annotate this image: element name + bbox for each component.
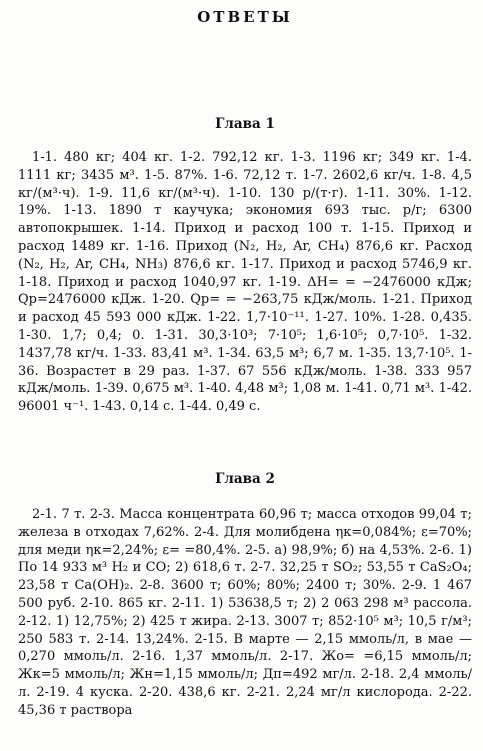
chapter-2-title: Глава 2	[215, 471, 275, 487]
chapter-1-answers: 1-1. 480 кг; 404 кг. 1-2. 792,12 кг. 1-3. 1196 кг; 349 кг. 1-4. 1111 кг; 3435 м³. 1-5. 87%. 1-6. 72,12 т. 1-7. 2602,6 кг/ч. 1-8. 4,5 кг/(м³·ч). 1-9. 11,6 кг/(м³·ч). 1-10. 130 р/(т·г). 1-11. 30%. 1-12. 19%. 1-13. 1890 т каучука; экономия 693 тыс. р/г; 6300 автопокрышек. 1-14. Приход и расход 100 т. 1-15. Приход и расход 1489 кг. 1-16. Приход (N₂, H₂, Ar, CH₄) 876,6 кг. Расход (N₂, H₂, Ar, CH₄, NH₃) 876,6 кг. 1-17. Приход и расход 5746,9 кг. 1-18. Приход и расход 1040,97 кг. 1-19. ΔH= = −2476000 кДж; Qp=2476000 кДж. 1-20. Qp= = −263,75 кДж/моль. 1-21. Приход и расход 45 593 000 кДж. 1-22. 1,7·10⁻¹¹. 1-27. 10%. 1-28. 0,435. 1-30. 1,7; 0,4; 0. 1-31. 30,3·10³; 7·10⁵; 1,6·10⁵; 0,7·10⁵. 1-32. 1437,78 кг/ч. 1-33. 83,41 м³. 1-34. 63,5 м³; 6,7 м. 1-35. 13,7·10⁵. 1-36. Возрастет в 29 раз. 1-37. 67 556 кДж/моль. 1-38. 333 957 кДж/моль. 1-39. 0,675 м³. 1-40. 4,48 м³; 1,08 м. 1-41. 0,71 м³. 1-42. 96001 ч⁻¹. 1-43. 0,14 с. 1-44. 0,49 с.	[18, 150, 472, 415]
page-title: ОТВЕТЫ	[197, 8, 293, 26]
chapter-2-answers: 2-1. 7 т. 2-3. Масса концентрата 60,96 т; масса отходов 99,04 т; железа в отходах 7,62%. 2-4. Для молибдена ηк=0,084%; ε=70%; для меди ηк=2,24%; ε= =80,4%. 2-5. а) 98,9%; б) на 4,53%. 2-6. 1) По 14 933 м³ H₂ и CO; 2) 618,6 т. 2-7. 32,25 т SO₂; 53,55 т CaS₂O₄; 23,58 т Ca(OH)₂. 2-8. 3600 т; 60%; 80%; 2400 т; 30%. 2-9. 1 467 500 руб. 2-10. 865 кг. 2-11. 1) 53638,5 т; 2) 2 063 298 м³ рассола. 2-12. 1) 12,75%; 2) 425 т жира. 2-13. 3007 т; 852·10⁵ м³; 10,5 г/м³; 250 583 т. 2-14. 13,24%. 2-15. В марте — 2,15 ммоль/л, в мае — 0,270 ммоль/л. 2-16. 1,37 ммоль/л. 2-17. Жо= =6,15 ммоль/л; Жк=5 ммоль/л; Жн=1,15 ммоль/л; Дп=492 мг/л. 2-18. 2,4 ммоль/л. 2-19. 4 куска. 2-20. 438,6 кг. 2-21. 2,24 мг/л кислорода. 2-22. 45,36 т раствора	[18, 507, 472, 718]
chapter-1-title: Глава 1	[215, 116, 275, 132]
